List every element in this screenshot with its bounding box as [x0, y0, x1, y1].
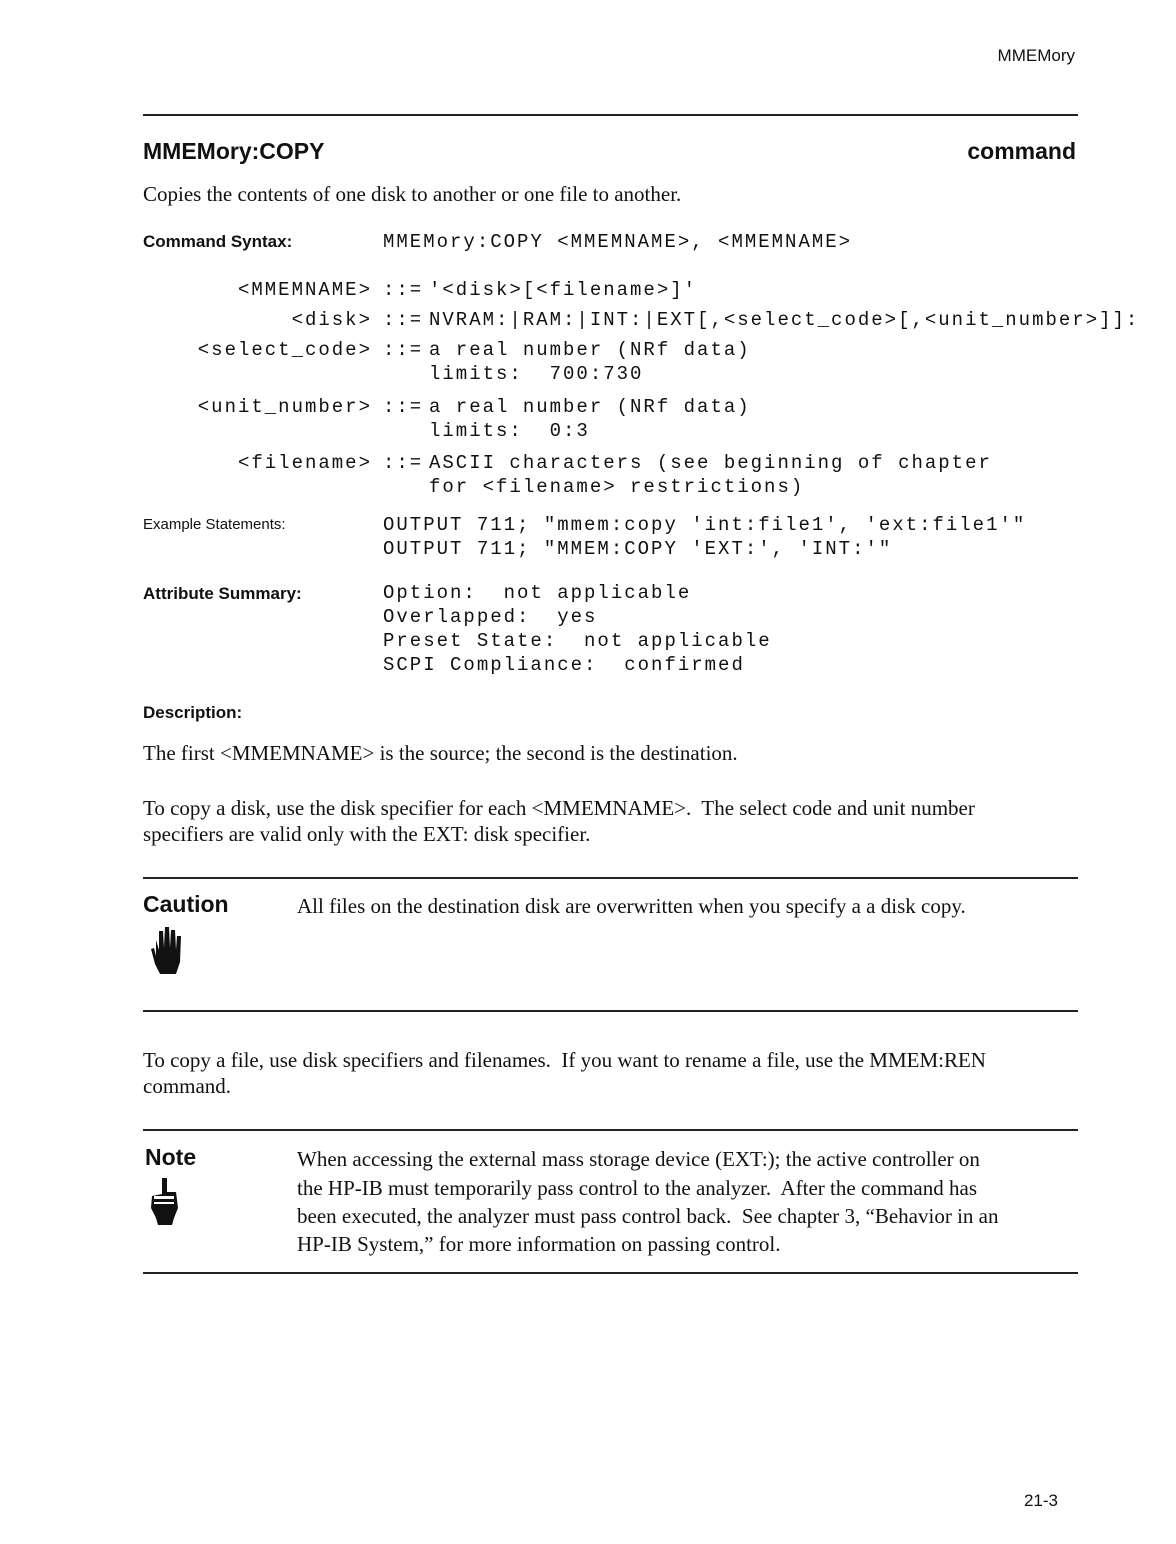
attribute-line: Preset State: not applicable — [383, 630, 772, 652]
divider — [143, 1129, 1078, 1131]
example-line: OUTPUT 711; "mmem:copy 'int:file1', 'ext:file1'" — [383, 514, 1027, 536]
attribute-line: Option: not applicable — [383, 582, 692, 604]
syntax-definition: a real number (NRf data) — [429, 396, 751, 418]
description-paragraph: To copy a file, use disk specifiers and filenames. If you want to rename a file, use the MMEM:REN — [143, 1048, 986, 1072]
attribute-line: Overlapped: yes — [383, 606, 598, 628]
syntax-operator: ::= — [383, 396, 424, 418]
syntax-command: MMEMory:COPY <MMEMNAME>, <MMEMNAME> — [383, 231, 853, 253]
note-line: been executed, the analyzer must pass control back. See chapter 3, “Behavior in an — [297, 1204, 999, 1228]
syntax-term: <select_code> — [197, 339, 372, 361]
description-label: Description: — [143, 703, 243, 722]
entry-type: command — [967, 138, 1076, 164]
syntax-definition: NVRAM:|RAM:|INT:|EXT[,<select_code>[,<unit_number>]]: — [429, 309, 1140, 331]
syntax-definition: limits: 700:730 — [429, 363, 644, 385]
caution-label: Caution — [143, 891, 229, 917]
syntax-operator: ::= — [383, 339, 424, 361]
syntax-label: Command Syntax: — [143, 232, 293, 251]
syntax-definition: limits: 0:3 — [429, 420, 590, 442]
syntax-definition: '<disk>[<filename>]' — [429, 279, 698, 301]
description-paragraph: specifiers are valid only with the EXT: disk specifier. — [143, 822, 591, 846]
syntax-operator: ::= — [383, 309, 424, 331]
note-line: HP-IB System,” for more information on passing control. — [297, 1232, 781, 1256]
divider — [143, 877, 1078, 879]
description-paragraph: The first <MMEMNAME> is the source; the second is the destination. — [143, 741, 738, 765]
page-title: MMEMory:COPY — [143, 138, 325, 164]
summary: Copies the contents of one disk to another or one file to another. — [143, 182, 682, 206]
page-number: 21-3 — [1023, 1491, 1058, 1510]
syntax-operator: ::= — [383, 452, 424, 474]
running-header: MMEMory — [997, 46, 1075, 65]
syntax-operator: ::= — [383, 279, 424, 301]
syntax-term: <disk> — [291, 309, 372, 331]
divider — [143, 1010, 1078, 1012]
syntax-term: <unit_number> — [197, 396, 372, 418]
caution-hand-icon — [150, 926, 186, 976]
syntax-term: <filename> — [237, 452, 372, 474]
syntax-definition: ASCII characters (see beginning of chapter — [429, 452, 992, 474]
examples-label: Example Statements: — [143, 516, 286, 533]
caution-text: All files on the destination disk are overwritten when you specify a a disk copy. — [297, 894, 966, 918]
note-label: Note — [145, 1144, 197, 1170]
divider — [143, 1272, 1078, 1274]
note-pointing-hand-icon — [150, 1178, 180, 1226]
syntax-definition: a real number (NRf data) — [429, 339, 751, 361]
syntax-term: <MMEMNAME> — [237, 279, 372, 301]
description-paragraph: To copy a disk, use the disk specifier for each <MMEMNAME>. The select code and unit number — [143, 796, 975, 820]
attributes-label: Attribute Summary: — [143, 584, 302, 603]
note-line: the HP-IB must temporarily pass control to the analyzer. After the command has — [297, 1176, 977, 1200]
note-line: When accessing the external mass storage device (EXT:); the active controller on — [297, 1147, 980, 1171]
syntax-definition: for <filename> restrictions) — [429, 476, 805, 498]
example-line: OUTPUT 711; "MMEM:COPY 'EXT:', 'INT:'" — [383, 538, 893, 560]
divider — [143, 114, 1078, 116]
description-paragraph: command. — [143, 1074, 232, 1098]
attribute-line: SCPI Compliance: confirmed — [383, 654, 745, 676]
